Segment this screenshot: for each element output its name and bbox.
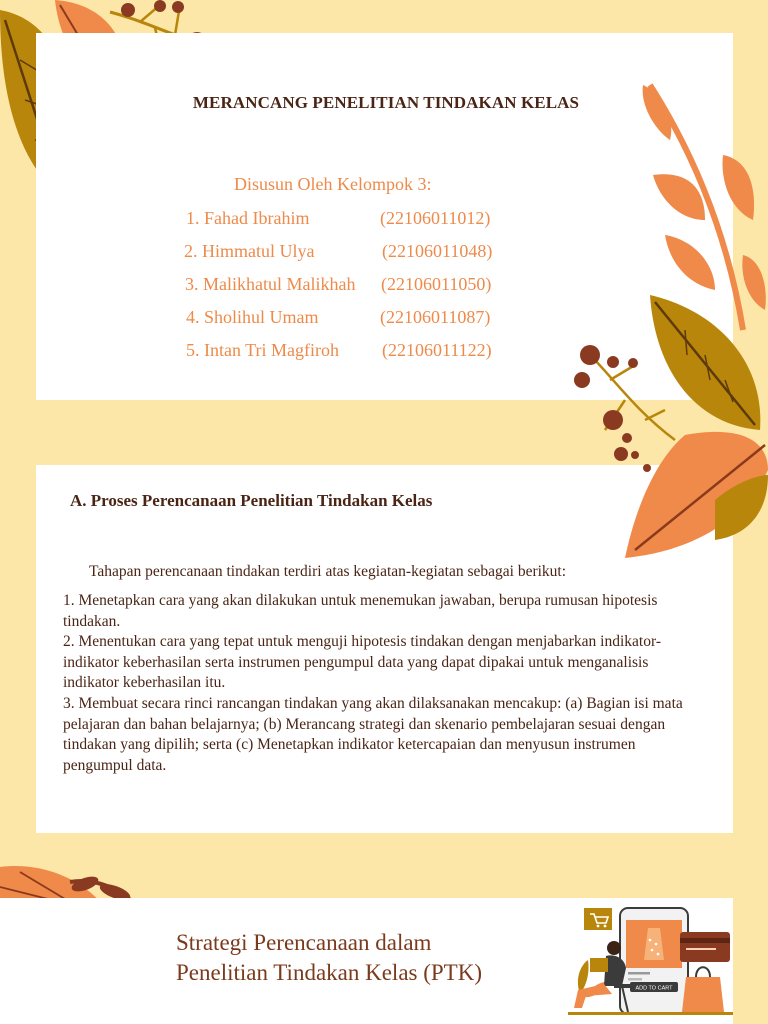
member-name: 2. Himmatul Ulya	[184, 241, 315, 261]
list-item: 1. Menetapkan cara yang akan dilakukan untuk menemukan jawaban, berupa rumusan hipotesis tindakan.	[63, 592, 658, 630]
member-nim: (22106011122)	[382, 340, 492, 360]
list-item: 2. Menentukan cara yang tepat untuk menguji hipotesis tindakan dengan menjabarkan indikator-indikator keberhasilan serta instrumen pengumpul data yang dapat dipakai untuk menganalisis indikator keberhasilan itu.	[63, 633, 661, 692]
section-intro: Tahapan perencanaan tindakan terdiri atas kegiatan-kegiatan sebagai berikut:	[89, 563, 567, 580]
member-name: 5. Intan Tri Magfiroh	[186, 340, 339, 360]
footer-title	[176, 928, 482, 988]
member-name: 4. Sholihul Umam	[186, 307, 319, 327]
page-title: MERANCANG PENELITIAN TINDAKAN KELAS	[192, 93, 580, 112]
group-subtitle: Disusun Oleh Kelompok 3:	[234, 174, 432, 194]
footer-card	[0, 898, 733, 1024]
member-name: 1. Fahad Ibrahim	[186, 208, 310, 228]
add-to-cart-button: ADD TO CART	[635, 985, 673, 992]
member-nim: (22106011048)	[382, 241, 493, 261]
member-name: 3. Malikhatul Malikhah	[185, 274, 356, 294]
footer-title-line: Penelitian Tindakan Kelas (PTK)	[176, 960, 482, 985]
list-item: 3. Membuat secara rinci rancangan tindakan yang akan dilaksanakan mencakup: (a) Bagian isi mata pelajaran dan bahan belajarnya; (b) Merancang strategi dan skenario pembelajaran sesuai dengan tindakan yang dipilih; serta (c) Menetapkan indikator ketercapaian dan menyusun instrumen pengumpul data.	[63, 694, 683, 774]
member-nim: (22106011087)	[380, 307, 491, 327]
member-nim: (22106011012)	[380, 208, 491, 228]
member-nim: (22106011050)	[381, 274, 492, 294]
leaf-decoration-right	[575, 80, 768, 560]
shopping-illustration	[568, 902, 733, 1022]
section-list	[63, 591, 683, 776]
footer-title-line: Strategi Perencanaan dalam	[176, 930, 432, 955]
section-heading: A. Proses Perencanaan Penelitian Tindakan Kelas	[70, 491, 433, 510]
phone-icon	[620, 908, 688, 1014]
